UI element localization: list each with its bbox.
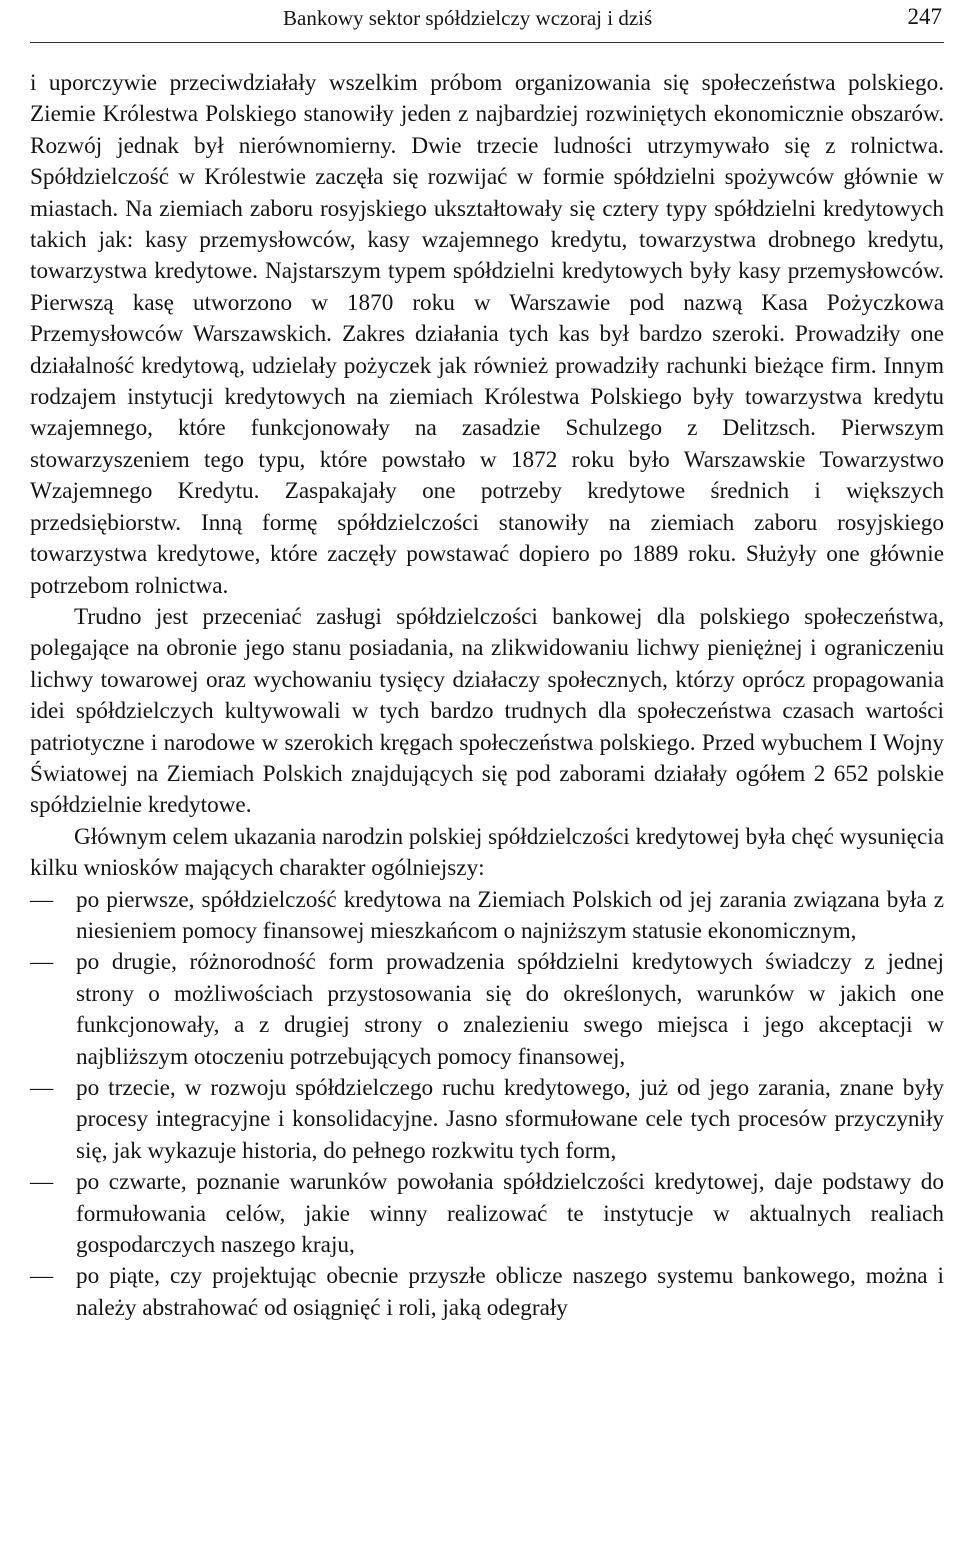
list-item-text: po czwarte, poznanie warunków powołania spółdzielczości kredytowej, daje podstawy do formułowania celów, jakie winny realizować te instytucje w aktualnych realiach gospodarczych naszego kraju, [76,1169,944,1259]
paragraph: i uporczywie przeciwdziałały wszelkim próbom organizowania się społeczeństwa polskiego. Ziemie Królestwa Polskiego stanowiły jeden z najbardziej rozwiniętych ekonomicznie obszarów. Rozwój jednak był nierównomierny. Dwie trzecie ludności utrzymywało się z rolnictwa. Spółdzielczość w Królestwie zaczęła się rozwijać w formie spółdzielni spożywców głównie w miastach. Na ziemiach zaboru rosyjskiego ukształtowały się cztery typy spółdzielni kredytowych takich jak: kasy przemysłowców, kasy wzajemnego kredytu, towarzystwa drobnego kredytu, towarzystwa kredytowe. Najstarszym typem spółdzielni kredytowych były kasy przemysłowców. Pierwszą kasę utworzono w 1870 roku w Warszawie pod nazwą Kasa Pożyczkowa Przemysłowców Warszawskich. Zakres działania tych kas był bardzo szeroki. Prowadziły one działalność kredytową, udzielały pożyczek jak również prowadziły rachunki bieżące firm. Innym rodzajem instytucji kredytowych na ziemiach Królestwa Polskiego były towarzystwa kredytu wzajemnego, które funkcjonowały na zasadzie Schulzego z Delitzsch. Pierwszym stowarzyszeniem tego typu, które powstało w 1872 roku było Warszawskie Towarzystwo Wzajemnego Kredytu. Zaspakajały one potrzeby kredytowe średnich i większych przedsiębiorstw. Inną formę spółdzielczości stanowiły na ziemiach zaboru rosyjskiego towarzystwa kredytowe, które zaczęły powstawać dopiero po 1889 roku. Służyły one głównie potrzebom rolnictwa. [30,70,944,599]
list-item-text: po piąte, czy projektując obecnie przyszłe oblicze naszego systemu bankowego, można i należy abstrahować od osiągnięć i roli, jaką odegrały [76,1263,944,1321]
running-title: Bankowy sektor spółdzielczy wczoraj i dziś [283,6,653,30]
list-item-text: po trzecie, w rozwoju spółdzielczego ruchu kredytowego, już od jego zarania, znane były procesy integracyjne i konsolidacyjne. Jasno sformułowane cele tych procesów przyczyniły się, jak wykazuje historia, do pełnego rozkwitu tych form, [76,1075,944,1164]
list-item [30,947,944,1073]
conclusions-list [30,885,944,1325]
list-dash-marker: — [30,1075,54,1101]
list-item [30,885,944,948]
page-number: 247 [907,4,942,29]
body-text [30,68,944,1324]
paragraph: Głównym celem ukazania narodzin polskiej spółdzielczości kredytowej była chęć wysunięcia kilku wniosków mających charakter ogólniejszy: [30,823,944,882]
list-dash-marker: — [30,949,54,976]
list-dash-marker: — [30,1263,54,1290]
list-item-text: po pierwsze, spółdzielczość kredytowa na Ziemiach Polskich od jej zarania związana była z niesieniem pomocy finansowej mieszkańcom o najniższym statusie ekonomicznym, [76,886,944,944]
running-header [30,0,944,43]
list-item [30,1073,944,1167]
list-item-text: po drugie, różnorodność form prowadzenia spółdzielni kredytowych świadczy z jednej strony o możliwościach przystosowania się do określonych, warunków w jakich one funkcjonowały, a z drugiej strony o znalezieniu swego miejsca i jego akceptacji w najbliższym otoczeniu potrzebujących pomocy finansowej, [76,949,944,1070]
list-dash-marker: — [30,886,54,913]
paragraph: Trudno jest przeceniać zasługi spółdzielczości bankowej dla polskiego społeczeństwa, polegające na obronie jego stanu posiadania, na zlikwidowaniu lichwy pieniężnej i ograniczeniu lichwy towarowej oraz wychowaniu tysięcy działaczy społecznych, którzy oprócz propagowania idei spółdzielczych kultywowali w tych bardzo trudnych dla społeczeństwa czasach wartości patriotyczne i narodowe w szerokich kręgach społeczeństwa polskiego. Przed wybuchem I Wojny Światowej na Ziemiach Polskich znajdujących się pod zaborami działały ogółem 2 652 polskie spółdzielnie kredytowe. [30,603,944,819]
list-dash-marker: — [30,1169,54,1196]
list-item [30,1167,944,1261]
list-item [30,1261,944,1324]
